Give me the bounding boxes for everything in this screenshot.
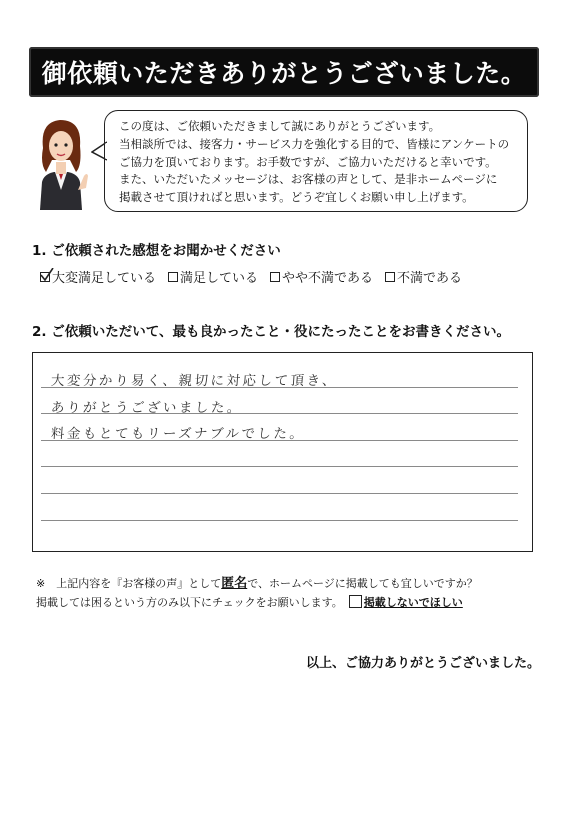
option-label: 不満である (397, 271, 463, 286)
intro-line: 当相談所では、接客力・サービス力を強化する目的で、皆様にアンケートの (119, 136, 510, 151)
optout-checkbox-label[interactable] (343, 596, 463, 609)
checkbox-satisfied[interactable] (168, 272, 178, 282)
intro-line: 掲載させて頂ければと思います。どうぞ宜しくお願い申し上げます。 (119, 190, 474, 205)
checkbox-dissatisfied[interactable] (385, 272, 395, 282)
intro-line: また、いただいたメッセージは、お客様の声として、是非ホームページに (119, 172, 498, 187)
staff-avatar-illustration (30, 110, 92, 215)
closing-thanks: 以上、ご協力ありがとうございました。 (305, 656, 540, 671)
option-satisfied[interactable] (168, 267, 258, 286)
ruled-line (41, 520, 518, 521)
intro-message-bubble (104, 110, 528, 212)
handwritten-answer-line: 料金もとてもリーズナブルでした。 (50, 426, 306, 442)
optout-label: 掲載しないでほしい (363, 596, 463, 609)
satisfaction-options (40, 267, 462, 286)
question-1-title: 1. ご依頼された感想をお聞かせください (32, 243, 281, 259)
optout-checkbox[interactable] (349, 595, 362, 608)
option-label: 大変満足している (52, 271, 157, 286)
optout-notice (36, 594, 463, 610)
handwritten-answer-line: 大変分かり易く、親切に対応して頂き、 (50, 373, 339, 389)
page-title-banner (29, 47, 539, 97)
ruled-line (41, 466, 518, 467)
checkbox-very-satisfied[interactable] (40, 272, 50, 282)
checkbox-somewhat-dissatisfied[interactable] (270, 272, 280, 282)
notice-text: ※ 上記内容を『お客様の声』として (36, 577, 222, 590)
checkmark-icon (40, 268, 54, 282)
notice-text: で、ホームページに掲載しても宜しいですか？ (247, 577, 478, 590)
option-label: やや不満である (282, 271, 374, 286)
notice-text: 掲載しては困るという方のみ以下にチェックをお願いします。 (36, 596, 343, 609)
option-dissatisfied[interactable] (385, 267, 462, 286)
option-somewhat-dissatisfied[interactable] (270, 267, 373, 286)
option-very-satisfied[interactable] (40, 267, 156, 286)
intro-line: ご協力を頂いております。お手数ですが、ご協力いただけると幸いです。 (119, 154, 497, 169)
option-label: 満足している (180, 271, 259, 286)
publication-notice (36, 572, 478, 591)
answer-box[interactable] (32, 352, 533, 552)
ruled-line (41, 493, 518, 494)
page-title: 御依頼いただきありがとうございました。 (41, 59, 527, 88)
anonymous-emphasis: 匿名 (221, 576, 248, 591)
question-2-title: 2. ご依頼いただいて、最も良かったこと・役にたったことをお書きください。 (32, 324, 510, 340)
intro-line: この度は、ご依頼いただきまして誠にありがとうございます。 (119, 119, 441, 133)
handwritten-answer-line: ありがとうございました。 (50, 400, 244, 416)
